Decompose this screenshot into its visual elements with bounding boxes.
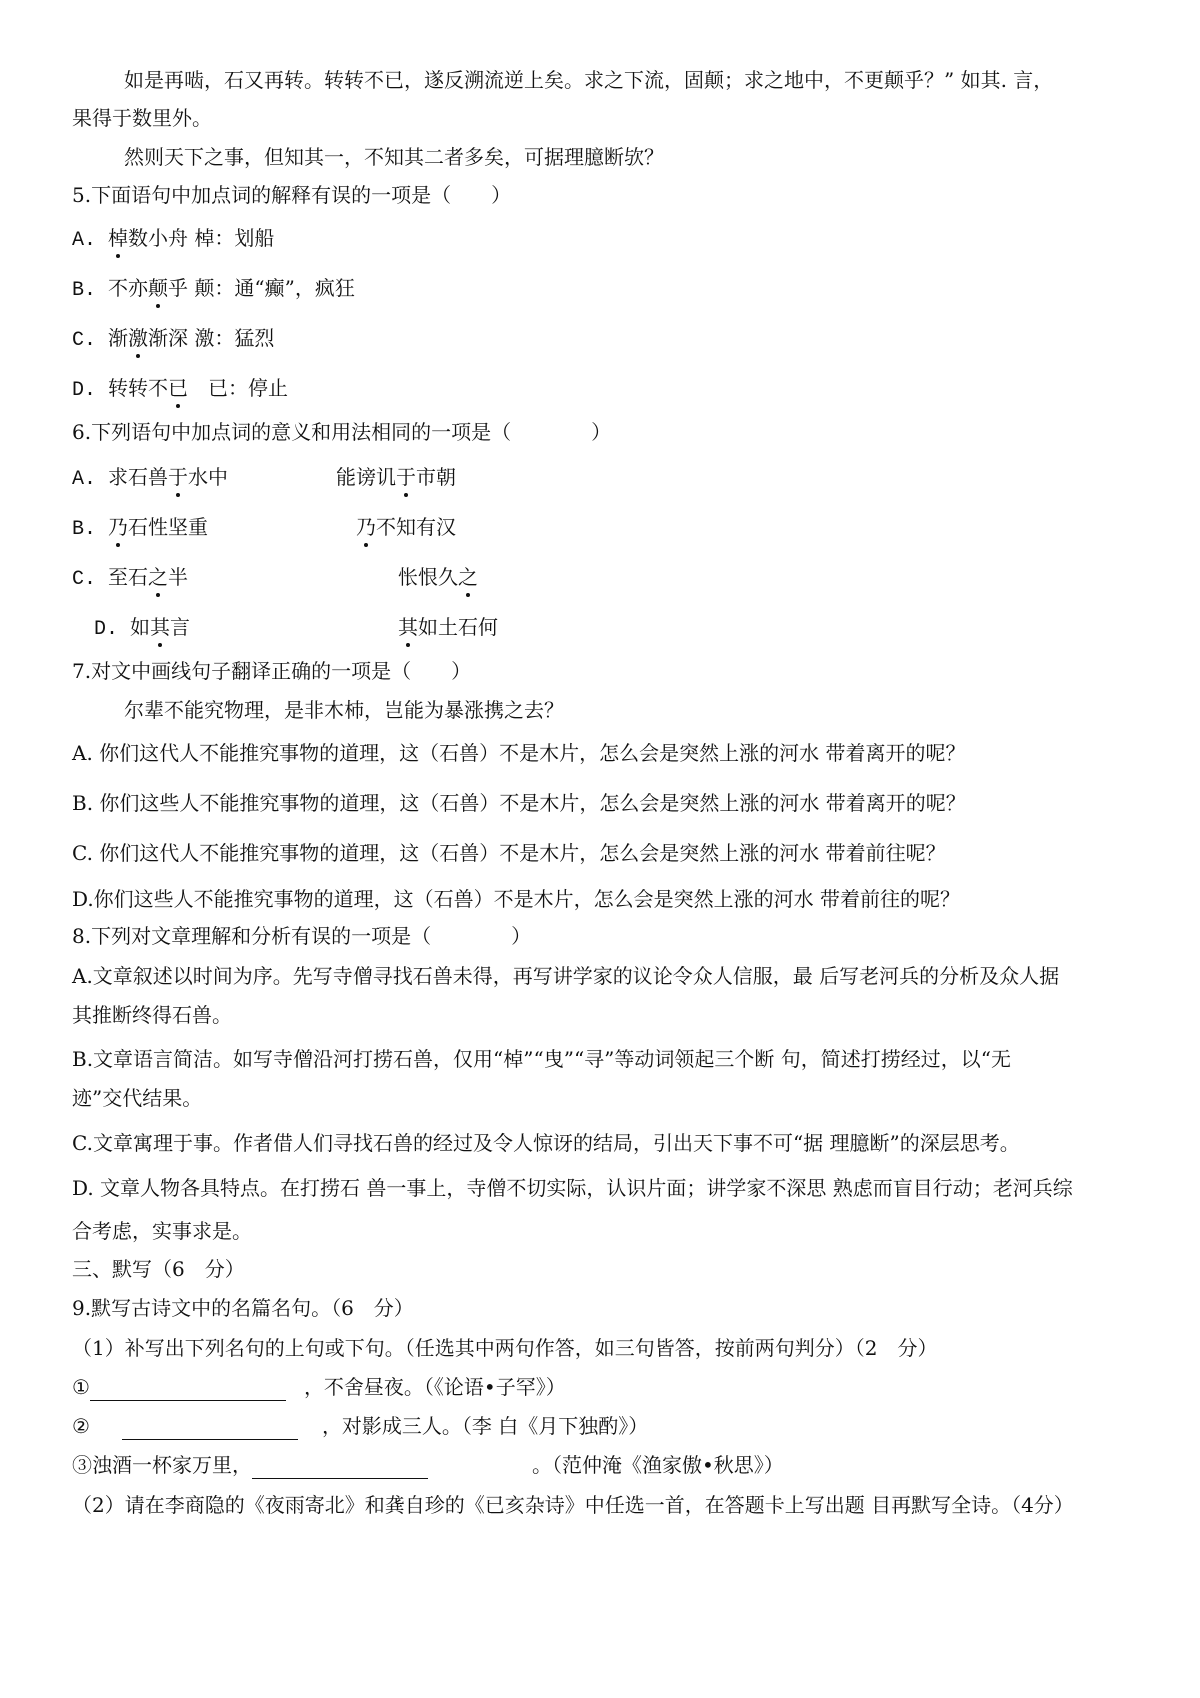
q8-option-b-line1: B.文章语言简洁。如写寺僧沿河打捞石兽，仅用“棹”“曳”“寻”等动词领起三个断 句，简述打捞经过，以“无 [72,1047,1011,1071]
q7-option-c: C. 你们这代人不能推究事物的道理，这（石兽）不是木片，怎么会是突然上涨的河水 带着前往呢？ [72,841,946,865]
answer-blank [90,1378,286,1401]
passage-line-3: 然则天下之事，但知其一，不知其二者多矣，可据理臆断欤？ [124,145,664,169]
answer-blank [122,1417,298,1440]
q8-option-a-line2: 其推断终得石兽。 [72,1003,232,1027]
emphasis-dot-char: 激 [128,326,149,350]
emphasis-dot-char: 于 [396,465,416,489]
emphasis-dot-char: 于 [168,465,189,489]
emphasis-dot-char: 之 [148,565,169,589]
q9-item-1: ① ，不舍昼夜。（《论语•子罕》） [72,1375,566,1399]
q9-sub2: （2）请在李商隐的《夜雨寄北》和龚自珍的《已亥杂诗》中任选一首，在答题卡上写出题 目再默写全诗。（4分） [72,1493,1074,1517]
q5-option-d: D. 转转不已 已：停止 [72,376,289,402]
q9-item-2: ② ，对影成三人。（李 白《月下独酌》） [72,1414,649,1438]
emphasis-dot-char: 其 [398,615,418,639]
emphasis-dot-char: 其 [150,615,171,639]
q7-stem: 7.对文中画线句子翻译正确的一项是（ ） [72,659,472,683]
q6-option-a-left: A. 求石兽于水中 [72,465,229,491]
q7-option-b: B. 你们这些人不能推究事物的道理，这（石兽）不是木片，怎么会是突然上涨的河水 带着离开的呢？ [72,791,966,815]
emphasis-dot-char: 之 [458,565,478,589]
emphasis-dot-char: 乃 [108,515,129,539]
q9-item-3: ③浊酒一杯家万里， 。（范仲淹《渔家傲•秋思》） [72,1453,784,1477]
passage-line-1: 如是再啮，石又再转。转转不已，遂反溯流逆上矣。求之下流，固颠；求之地中，不更颠乎？” 如其. 言， [124,68,1054,92]
q9-sub1: （1）补写出下列名句的上句或下句。（任选其中两句作答，如三句皆答，按前两句判分）（2 分） [72,1336,938,1360]
q8-option-b-line2: 迹”交代结果。 [72,1086,203,1110]
q5-option-a: A. 棹数小舟 棹：划船 [72,226,275,252]
passage-line-2: 果得于数里外。 [72,106,212,130]
emphasis-dot-char: 乃 [356,515,376,539]
q6-option-b-right: 乃不知有汉 [356,515,456,539]
q8-option-d-line2: 合考虑，实事求是。 [72,1219,252,1243]
emphasis-dot-char: 已 [168,376,189,400]
q6-option-d-right: 其如土石何 [398,615,498,639]
emphasis-dot-char: 颠 [148,276,169,300]
q9-stem: 9.默写古诗文中的名篇名句。（6 分） [72,1296,414,1320]
q8-stem: 8.下列对文章理解和分析有误的一项是（ ） [72,924,532,948]
q7-option-d: D.你们这些人不能推究事物的道理，这（石兽）不是木片，怎么会是突然上涨的河水 带着前往的呢？ [72,887,961,911]
q6-option-b-left: B. 乃石性坚重 [72,515,209,541]
q8-option-a-line1: A.文章叙述以时间为序。先写寺僧寻找石兽未得，再写讲学家的议论令众人信服，最 后写老河兵的分析及众人据 [72,964,1060,988]
q5-stem: 5.下面语句中加点词的解释有误的一项是（ ） [72,183,512,207]
q7-option-a: A. 你们这代人不能推究事物的道理，这（石兽）不是木片，怎么会是突然上涨的河水 带着离开的呢？ [72,741,966,765]
emphasis-dot-char: 棹 [108,226,129,250]
answer-blank [252,1456,428,1479]
q6-option-c-right: 怅恨久之 [398,565,478,589]
section-3-title: 三、默写（6 分） [72,1257,245,1281]
q6-stem: 6.下列语句中加点词的意义和用法相同的一项是（ ） [72,420,612,444]
q6-option-c-left: C. 至石之半 [72,565,189,591]
q6-option-a-right: 能谤讥于市朝 [336,465,456,489]
q5-option-c: C. 渐激渐深 激：猛烈 [72,326,275,352]
q8-option-c: C.文章寓理于事。作者借人们寻找石兽的经过及令人惊讶的结局，引出天下事不可“据 理臆断”的深层思考。 [72,1131,1020,1155]
q8-option-d-line1: D. 文章人物各具特点。在打捞石 兽一事上，寺僧不切实际，认识片面；讲学家不深思 熟虑而盲目行动；老河兵综 [72,1176,1073,1200]
q6-option-d-left: D. 如其言 [94,615,191,641]
q7-quote: 尔辈不能究物理，是非木杮，岂能为暴涨携之去？ [124,698,564,722]
q5-option-b: B. 不亦颠乎 颠：通“癫”，疯狂 [72,276,355,302]
